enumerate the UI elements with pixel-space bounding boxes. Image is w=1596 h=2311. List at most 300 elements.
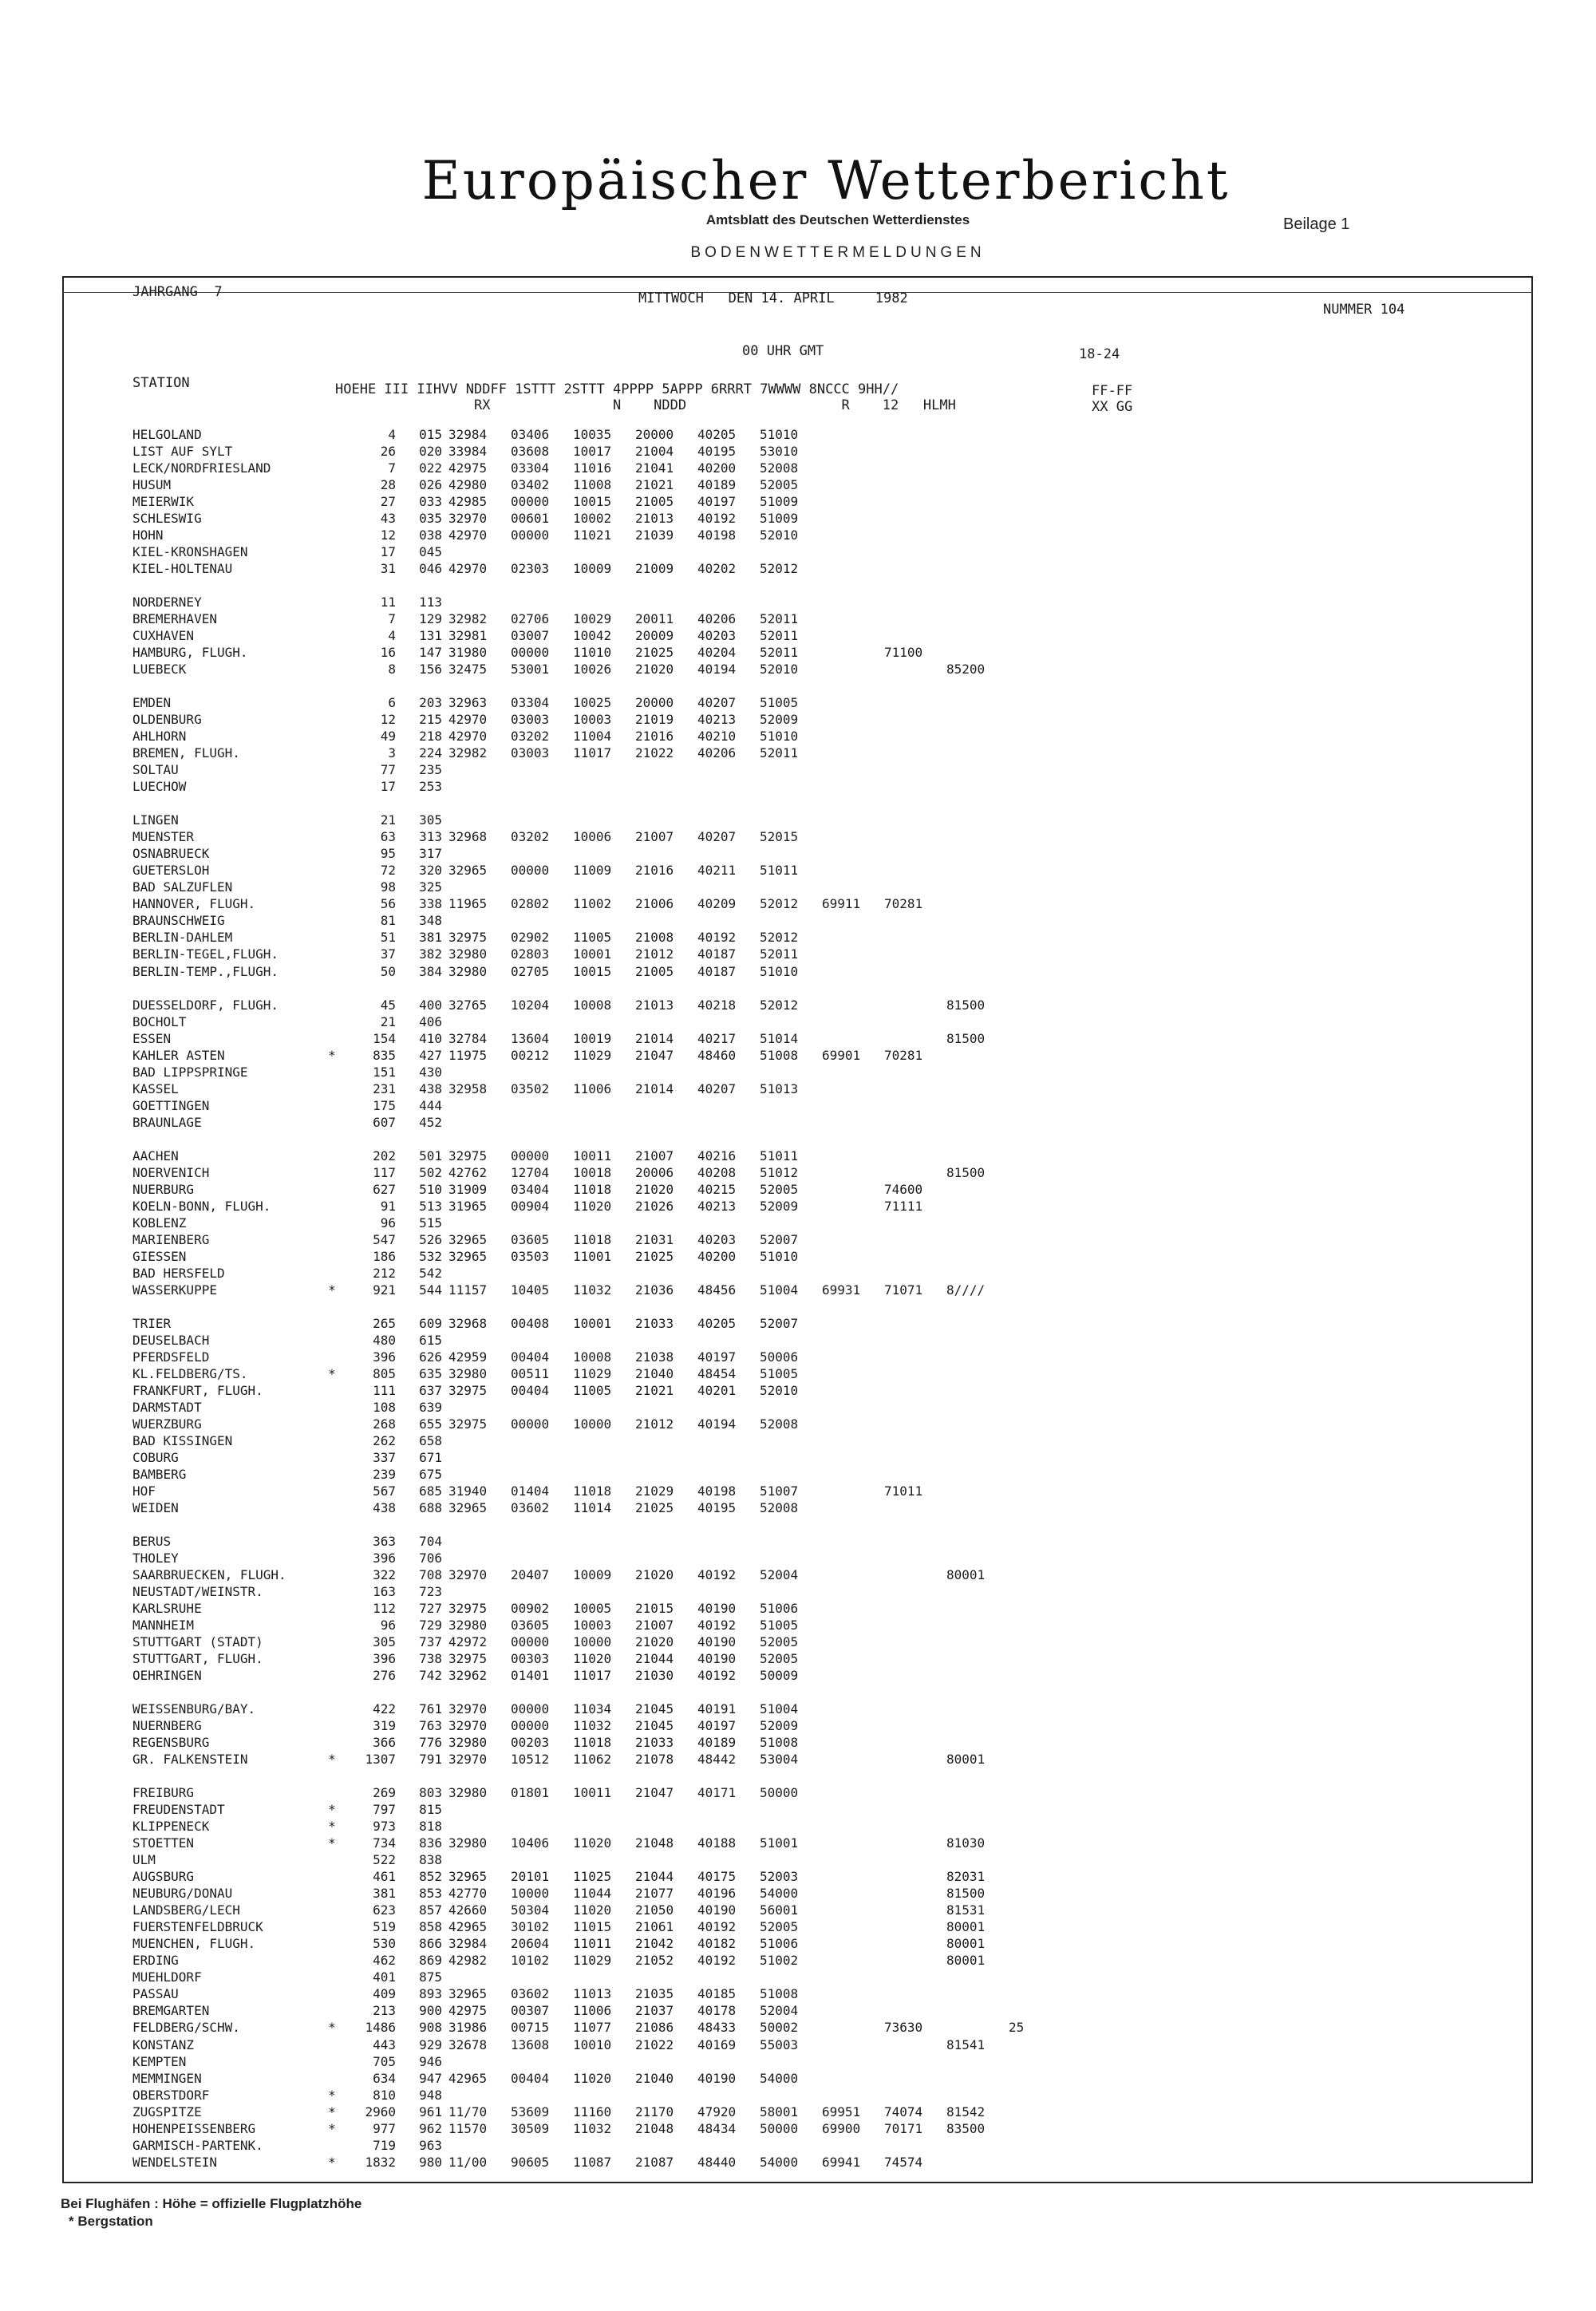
code-group — [504, 1969, 567, 1985]
code-group — [878, 1080, 940, 1097]
code-group: 32962 — [448, 1668, 488, 1684]
station-height: 409 — [373, 1986, 396, 2002]
code-group — [1002, 1483, 1065, 1499]
station-row — [132, 1600, 1065, 1617]
station-name: WEISSENBURG/BAY. — [132, 1701, 256, 1717]
station-name: DARMSTADT — [132, 1399, 202, 1415]
code-group: 42762 — [448, 1164, 488, 1180]
station-index: 253 — [419, 779, 442, 795]
station-height: 43 — [380, 511, 396, 527]
code-group: 20000 — [635, 695, 674, 711]
station-name: THOLEY — [132, 1551, 179, 1566]
code-group: 69911 — [822, 896, 861, 912]
code-group — [816, 543, 878, 560]
code-group — [1002, 661, 1065, 677]
code-group — [1002, 1701, 1065, 1717]
mountain-station-mark — [324, 1918, 340, 1935]
code-group — [816, 1365, 878, 1382]
code-group — [940, 493, 1002, 510]
code-group: 48442 — [697, 1752, 737, 1768]
code-group: 21037 — [635, 2003, 674, 2019]
code-group — [878, 1013, 940, 1030]
station-height — [340, 1768, 396, 1784]
code-group: 69941 — [822, 2154, 861, 2170]
code-group — [1002, 828, 1065, 845]
code-group: 11001 — [573, 1248, 612, 1264]
code-group: 32784 — [448, 1030, 488, 1046]
station-index: 615 — [419, 1332, 442, 1348]
code-group — [1002, 1080, 1065, 1097]
code-group — [816, 443, 878, 460]
code-group: 11005 — [573, 930, 612, 946]
code-group: 21013 — [635, 997, 674, 1013]
code-group — [816, 1801, 878, 1818]
code-group — [504, 1768, 567, 1784]
code-group: 40200 — [697, 1248, 737, 1264]
spacer-row — [132, 795, 1065, 812]
code-group — [691, 543, 753, 560]
mountain-station-mark — [324, 1734, 340, 1751]
code-group — [940, 1382, 1002, 1399]
code-group — [691, 1684, 753, 1701]
code-group: 11087 — [573, 2154, 612, 2170]
code-group: 42770 — [448, 1886, 488, 1902]
code-group: 03202 — [511, 729, 550, 745]
station-name: BRAUNLAGE — [132, 1114, 202, 1130]
station-index: 430 — [419, 1064, 442, 1080]
code-group: 32980 — [448, 1735, 488, 1751]
code-group: 40217 — [697, 1030, 737, 1046]
observation-time: 00 UHR GMT — [742, 343, 824, 359]
code-group — [629, 1466, 691, 1483]
code-group — [567, 1768, 629, 1784]
code-group — [1002, 946, 1065, 962]
mountain-station-mark — [324, 493, 340, 510]
code-group: 32475 — [448, 662, 488, 677]
code-group: 20011 — [635, 611, 674, 627]
station-row — [132, 1315, 1065, 1332]
code-group — [878, 795, 940, 812]
station-height: 239 — [373, 1466, 396, 1482]
code-group — [816, 1315, 878, 1332]
station-name: BREMGARTEN — [132, 2003, 210, 2019]
code-group — [940, 594, 1002, 610]
station-height: 112 — [373, 1601, 396, 1617]
code-group: 10009 — [573, 1567, 612, 1583]
code-group: 53010 — [760, 444, 799, 460]
code-group — [442, 1097, 504, 1114]
station-name: NORDERNEY — [132, 595, 202, 610]
mountain-station-mark — [324, 2070, 340, 2087]
code-group — [816, 1650, 878, 1667]
code-group: 51008 — [760, 1047, 799, 1063]
section-title: BODENWETTERMELDUNGEN — [690, 244, 986, 261]
code-group — [504, 1399, 567, 1416]
code-group: 03202 — [511, 829, 550, 845]
station-name: DEUSELBACH — [132, 1332, 210, 1348]
code-group: 33984 — [448, 444, 488, 460]
station-name: EMDEN — [132, 695, 172, 711]
code-group: 40200 — [697, 460, 737, 476]
code-group — [442, 1265, 504, 1282]
code-group: 51013 — [760, 1080, 799, 1096]
station-row — [132, 2137, 1065, 2154]
station-index: 218 — [419, 729, 442, 745]
code-group: 42985 — [448, 494, 488, 510]
code-group — [940, 1349, 1002, 1365]
mountain-station-mark — [324, 778, 340, 795]
mountain-station-mark — [324, 828, 340, 845]
code-group — [753, 1818, 816, 1835]
code-group — [753, 2137, 816, 2154]
code-group — [1002, 627, 1065, 644]
code-group — [1002, 1382, 1065, 1399]
station-name: GARMISCH-PARTENK. — [132, 2137, 263, 2153]
code-group — [629, 1684, 691, 1701]
code-group: 11014 — [573, 1500, 612, 1515]
station-row — [132, 510, 1065, 527]
code-group — [753, 1131, 816, 1148]
code-group — [816, 1952, 878, 1969]
code-group — [504, 1818, 567, 1835]
code-group: 40187 — [697, 963, 737, 979]
mountain-station-mark: * — [328, 2087, 336, 2103]
station-name: KAHLER ASTEN — [132, 1047, 225, 1063]
station-index: 738 — [419, 1651, 442, 1667]
code-group — [878, 812, 940, 828]
code-group — [878, 1684, 940, 1701]
station-row — [132, 426, 1065, 443]
code-group — [816, 1818, 878, 1835]
mountain-station-mark — [324, 1885, 340, 1902]
code-group — [442, 1550, 504, 1566]
code-group — [691, 980, 753, 997]
code-group — [567, 1533, 629, 1550]
station-height: 96 — [380, 1215, 396, 1231]
station-row — [132, 1265, 1065, 1282]
station-index: 544 — [419, 1282, 442, 1298]
station-height: 1486 — [365, 2020, 396, 2036]
code-group — [940, 1315, 1002, 1332]
station-name: STUTTGART, FLUGH. — [132, 1651, 263, 1667]
code-group: 69900 — [822, 2120, 861, 2136]
code-group — [629, 577, 691, 594]
code-group — [816, 1399, 878, 1416]
code-group — [567, 1332, 629, 1349]
code-group: 42982 — [448, 1953, 488, 1969]
code-group — [629, 912, 691, 929]
code-group — [691, 1097, 753, 1114]
code-group — [816, 2137, 878, 2154]
station-row — [132, 1902, 1065, 1918]
spacer-row — [132, 1684, 1065, 1701]
station-name: SAARBRUECKEN, FLUGH. — [132, 1567, 286, 1583]
station-row — [132, 912, 1065, 929]
station-height: 268 — [373, 1416, 396, 1432]
code-group — [1002, 610, 1065, 627]
mountain-station-mark — [324, 1030, 340, 1047]
code-group — [816, 594, 878, 610]
station-height: 4 — [388, 628, 396, 644]
code-group: 40202 — [697, 561, 737, 577]
station-name: OSNABRUECK — [132, 846, 210, 862]
mountain-station-mark — [324, 594, 340, 610]
station-row — [132, 1583, 1065, 1600]
code-group — [816, 1734, 878, 1751]
code-group: 00000 — [511, 494, 550, 510]
code-group — [504, 1114, 567, 1131]
code-group — [691, 1801, 753, 1818]
mountain-station-mark — [324, 610, 340, 627]
code-group: 10003 — [573, 712, 612, 728]
code-group: 40209 — [697, 896, 737, 912]
station-name: BERLIN-TEMP.,FLUGH. — [132, 963, 279, 979]
code-group — [691, 2087, 753, 2104]
code-group — [753, 1097, 816, 1114]
mountain-station-mark — [324, 1952, 340, 1969]
spacer-row — [132, 1131, 1065, 1148]
station-index: 675 — [419, 1466, 442, 1482]
code-group — [567, 1064, 629, 1080]
mountain-station-mark — [324, 1332, 340, 1349]
code-group: 40198 — [697, 1483, 737, 1499]
code-group: 40190 — [697, 2070, 737, 2086]
code-group — [629, 543, 691, 560]
code-group: 51010 — [760, 1248, 799, 1264]
code-group — [816, 1382, 878, 1399]
code-group — [1002, 1935, 1065, 1952]
code-group — [940, 761, 1002, 778]
code-group — [1002, 1148, 1065, 1164]
code-group: 10029 — [573, 611, 612, 627]
code-group: 81500 — [946, 997, 986, 1013]
code-group — [816, 1935, 878, 1952]
code-group: 10003 — [573, 1618, 612, 1634]
station-name: HELGOLAND — [132, 427, 202, 442]
code-group — [940, 2070, 1002, 2087]
code-group: 31986 — [448, 2020, 488, 2036]
station-index: 410 — [419, 1030, 442, 1046]
code-group: 51002 — [760, 1953, 799, 1969]
mountain-station-mark — [324, 1231, 340, 1248]
extra-column-header-2: XX GG — [1092, 399, 1133, 415]
code-group — [504, 577, 567, 594]
code-group: 51009 — [760, 494, 799, 510]
code-group: 42965 — [448, 1919, 488, 1935]
code-group: 11975 — [448, 1047, 488, 1063]
code-group: 52007 — [760, 1315, 799, 1331]
station-row — [132, 1566, 1065, 1583]
station-name — [132, 1298, 324, 1315]
code-group — [442, 1851, 504, 1868]
mountain-station-mark — [324, 711, 340, 728]
code-group — [878, 929, 940, 946]
mountain-station-mark — [324, 1298, 340, 1315]
code-group — [816, 1298, 878, 1315]
code-group — [1002, 1516, 1065, 1533]
station-name: OBERSTDORF — [132, 2087, 210, 2103]
code-group — [1002, 1332, 1065, 1349]
code-group — [1002, 510, 1065, 527]
code-group: 40207 — [697, 1080, 737, 1096]
station-height — [340, 980, 396, 997]
station-name: REGENSBURG — [132, 1735, 210, 1751]
code-group: 21061 — [635, 1919, 674, 1935]
mountain-station-mark — [324, 1148, 340, 1164]
station-index: 893 — [419, 1986, 442, 2002]
code-group — [1002, 1818, 1065, 1835]
station-name: ULM — [132, 1852, 156, 1868]
spacer-row — [132, 980, 1065, 997]
mountain-station-mark — [324, 1097, 340, 1114]
station-height: 186 — [373, 1248, 396, 1264]
extra-column-header-1: FF-FF — [1092, 383, 1133, 399]
code-group — [816, 929, 878, 946]
code-group — [940, 1499, 1002, 1516]
code-group — [629, 594, 691, 610]
code-group: 40192 — [697, 1919, 737, 1935]
station-row — [132, 812, 1065, 828]
code-group: 21020 — [635, 1181, 674, 1197]
station-index: 026 — [419, 477, 442, 493]
station-index: 639 — [419, 1399, 442, 1415]
mountain-station-mark — [324, 879, 340, 895]
mountain-station-mark — [324, 677, 340, 694]
code-group — [878, 1382, 940, 1399]
mountain-station-mark — [324, 1617, 340, 1634]
code-group — [940, 476, 1002, 493]
code-group: 32958 — [448, 1080, 488, 1096]
code-group — [940, 1583, 1002, 1600]
station-name — [132, 1131, 324, 1148]
mountain-station-mark — [324, 895, 340, 912]
code-group: 42660 — [448, 1902, 488, 1918]
station-name: KLIPPENECK — [132, 1819, 210, 1835]
code-group — [1002, 493, 1065, 510]
code-group: 52010 — [760, 662, 799, 677]
code-group — [816, 862, 878, 879]
code-group: 32984 — [448, 427, 488, 442]
code-group: 32984 — [448, 1936, 488, 1952]
station-height: 212 — [373, 1265, 396, 1281]
code-group — [1002, 594, 1065, 610]
code-group — [878, 1114, 940, 1131]
code-group: 8//// — [946, 1282, 986, 1298]
station-height: 2960 — [365, 2104, 396, 2119]
code-group: 81500 — [946, 1886, 986, 1902]
station-height: 1307 — [365, 1752, 396, 1768]
station-row — [132, 527, 1065, 543]
code-group — [940, 828, 1002, 845]
code-group: 21006 — [635, 896, 674, 912]
code-group: 32970 — [448, 1567, 488, 1583]
station-row — [132, 1080, 1065, 1097]
station-name: BERLIN-DAHLEM — [132, 930, 233, 946]
code-group — [816, 2070, 878, 2087]
code-group: 52010 — [760, 527, 799, 543]
code-group — [816, 1784, 878, 1801]
code-group — [629, 795, 691, 812]
code-group — [691, 1114, 753, 1131]
mountain-station-mark — [324, 1382, 340, 1399]
code-group — [753, 879, 816, 895]
code-group — [816, 1181, 878, 1198]
mountain-station-mark — [324, 1650, 340, 1667]
code-group — [940, 2087, 1002, 2104]
code-group — [816, 2019, 878, 2036]
station-row — [132, 1181, 1065, 1198]
station-height: 322 — [373, 1567, 396, 1583]
code-group — [878, 1416, 940, 1432]
mountain-station-mark — [324, 1985, 340, 2002]
station-name: GOETTINGEN — [132, 1097, 210, 1113]
code-group: 32970 — [448, 1718, 488, 1734]
mountain-station-mark — [324, 1416, 340, 1432]
station-index: 147 — [419, 645, 442, 661]
station-index: 961 — [419, 2104, 442, 2119]
mountain-station-mark — [324, 1181, 340, 1198]
code-group — [816, 2087, 878, 2104]
code-group — [940, 460, 1002, 476]
code-group — [940, 2053, 1002, 2070]
station-index: 900 — [419, 2003, 442, 2019]
code-group: 21029 — [635, 1483, 674, 1499]
station-name: NUERBURG — [132, 1181, 195, 1197]
code-group — [940, 1097, 1002, 1114]
code-group: 32980 — [448, 1785, 488, 1801]
code-group: 71100 — [884, 645, 923, 661]
station-index: 729 — [419, 1618, 442, 1634]
code-group: 13608 — [511, 2036, 550, 2052]
code-group — [567, 1801, 629, 1818]
code-group: 73630 — [884, 2020, 923, 2036]
code-group — [940, 2137, 1002, 2154]
code-group — [816, 1516, 878, 1533]
station-height: 45 — [380, 997, 396, 1013]
mountain-station-mark — [324, 1667, 340, 1684]
code-group — [816, 1231, 878, 1248]
code-group: 20407 — [511, 1567, 550, 1583]
code-group — [1002, 1013, 1065, 1030]
mountain-station-mark — [324, 1399, 340, 1416]
code-group: 40204 — [697, 645, 737, 661]
mountain-station-mark — [324, 963, 340, 980]
station-height: 17 — [380, 544, 396, 560]
code-group: 21039 — [635, 527, 674, 543]
code-group — [1002, 2104, 1065, 2120]
station-height — [340, 1131, 396, 1148]
station-height: 6 — [388, 695, 396, 711]
code-group — [940, 1734, 1002, 1751]
station-index: 129 — [419, 611, 442, 627]
code-group — [691, 1449, 753, 1466]
code-group — [629, 845, 691, 862]
code-group: 11009 — [573, 863, 612, 879]
station-height: 977 — [373, 2120, 396, 2136]
station-height: 96 — [380, 1618, 396, 1634]
code-group: 52008 — [760, 460, 799, 476]
code-group — [1002, 1650, 1065, 1667]
code-group — [753, 1298, 816, 1315]
station-name: LANDSBERG/LECH — [132, 1902, 240, 1918]
code-group — [940, 543, 1002, 560]
code-group: 21042 — [635, 1936, 674, 1952]
station-name — [132, 1768, 324, 1784]
code-group: 10025 — [573, 695, 612, 711]
station-row — [132, 1918, 1065, 1935]
code-group — [1002, 862, 1065, 879]
station-height: 265 — [373, 1315, 396, 1331]
